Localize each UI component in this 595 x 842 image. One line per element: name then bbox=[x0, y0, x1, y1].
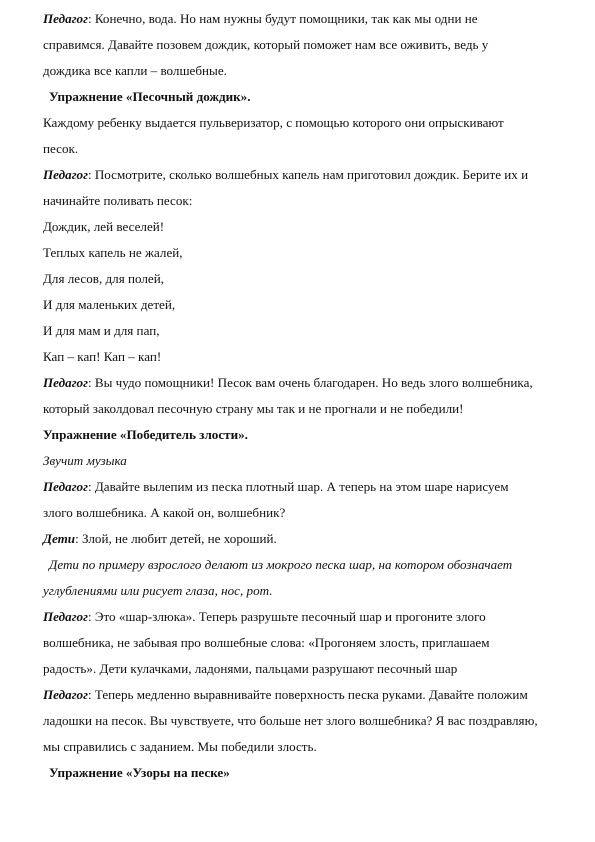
text-line: мы справились с заданием. Мы победили злость. bbox=[43, 739, 317, 754]
poem-line: Теплых капель не жалей, bbox=[43, 245, 183, 260]
line-text: : Теперь медленно выравнивайте поверхность песка руками. Давайте положим bbox=[87, 687, 528, 702]
text-line: начинайте поливать песок: bbox=[43, 193, 193, 208]
speaker-label: Педагог bbox=[43, 11, 88, 26]
line-text: : Это «шар-злюка». Теперь разрушьте песочный шар и прогоните злого bbox=[87, 609, 486, 624]
stage-direction: Звучит музыка bbox=[43, 453, 127, 468]
exercise-heading: Упражнение «Узоры на песке» bbox=[49, 765, 230, 780]
stage-direction: Дети по примеру взрослого делают из мокрого песка шар, на котором обозначает bbox=[49, 557, 513, 572]
text-line: песок. bbox=[43, 141, 79, 156]
line-text: : Конечно, вода. Но нам нужны будут помощники, так как мы одни не bbox=[87, 11, 478, 26]
text-line bbox=[43, 604, 565, 630]
text-line: ладошки на песок. Вы чувствуете, что больше нет злого волшебника? Я вас поздравляю, bbox=[43, 713, 538, 728]
poem-line: Для лесов, для полей, bbox=[43, 271, 165, 286]
exercise-heading: Упражнение «Песочный дождик». bbox=[49, 89, 251, 104]
text-line: справимся. Давайте позовем дождик, который поможет нам все оживить, ведь у bbox=[43, 37, 489, 52]
text-line bbox=[43, 162, 565, 188]
poem-line: И для маленьких детей, bbox=[43, 297, 176, 312]
speaker-label: Педагог bbox=[43, 167, 88, 182]
poem-line: И для мам и для пап, bbox=[43, 323, 160, 338]
text-line: который заколдовал песочную страну мы так и не прогнали и не победили! bbox=[43, 401, 464, 416]
text-line bbox=[43, 6, 565, 32]
stage-direction: углублениями или рисует глаза, нос, рот. bbox=[43, 583, 273, 598]
text-line bbox=[43, 474, 565, 500]
line-text: : Вы чудо помощники! Песок вам очень благодарен. Но ведь злого волшебника, bbox=[87, 375, 533, 390]
speaker-label: Педагог bbox=[43, 687, 88, 702]
text-line: Каждому ребенку выдается пульверизатор, с помощью которого они опрыскивают bbox=[43, 115, 504, 130]
line-text: : Злой, не любит детей, не хороший. bbox=[75, 531, 277, 546]
poem-line: Кап – кап! Кап – кап! bbox=[43, 349, 162, 364]
text-line: дождика все капли – волшебные. bbox=[43, 63, 227, 78]
text-line bbox=[43, 526, 565, 552]
text-line bbox=[43, 370, 565, 396]
text-line bbox=[43, 682, 565, 708]
speaker-label: Педагог bbox=[43, 375, 88, 390]
speaker-label: Педагог bbox=[43, 479, 88, 494]
poem-line: Дождик, лей веселей! bbox=[43, 219, 165, 234]
text-line: радость». Дети кулачками, ладонями, пальцами разрушают песочный шар bbox=[43, 661, 458, 676]
text-line: злого волшебника. А какой он, волшебник? bbox=[43, 505, 286, 520]
line-text: : Давайте вылепим из песка плотный шар. А теперь на этом шаре нарисуем bbox=[87, 479, 509, 494]
text-line: волшебника, не забывая про волшебные слова: «Прогоняем злость, приглашаем bbox=[43, 635, 490, 650]
exercise-heading: Упражнение «Победитель злости». bbox=[43, 427, 248, 442]
line-text: : Посмотрите, сколько волшебных капель нам приготовил дождик. Берите их и bbox=[87, 167, 529, 182]
speaker-label: Педагог bbox=[43, 609, 88, 624]
speaker-label: Дети bbox=[43, 531, 76, 546]
